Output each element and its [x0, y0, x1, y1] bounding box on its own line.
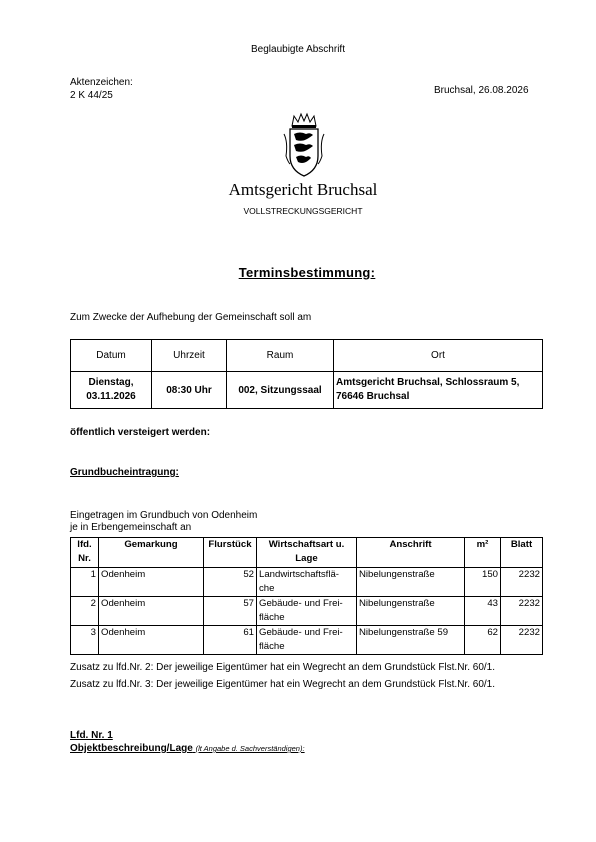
row-blatt: 2232	[501, 597, 543, 626]
row-anschrift: Nibelungenstraße	[357, 568, 465, 597]
row-art-line-1: Gebäude- und Frei-	[259, 627, 343, 638]
appointment-table	[70, 339, 543, 409]
parcels-header-row	[71, 538, 543, 568]
date-value: 03.11.2026	[86, 391, 136, 402]
registry-line-2: je in Erbengemeinschaft an	[70, 522, 192, 533]
court-division: VOLLSTRECKUNGSGERICHT	[243, 206, 363, 216]
row-flaeche: 43	[465, 597, 501, 626]
file-label: Aktenzeichen:	[70, 77, 133, 88]
row-wirtschaftsart	[257, 626, 357, 655]
row-flurstueck: 52	[204, 568, 257, 597]
row-anschrift: Nibelungenstraße	[357, 597, 465, 626]
intro-text: Zum Zwecke der Aufhebung der Gemeinschaft soll am	[70, 312, 312, 323]
table-row	[71, 626, 543, 655]
row-blatt: 2232	[501, 568, 543, 597]
header-blatt: Blatt	[501, 538, 543, 568]
row-gemarkung: Odenheim	[99, 568, 204, 597]
row-art-line-2: che	[259, 583, 275, 594]
row-flaeche: 150	[465, 568, 501, 597]
note-2: Zusatz zu lfd.Nr. 3: Der jeweilige Eigentümer hat ein Wegrecht an dem Grundstück Flst.Nr. 60/1.	[70, 679, 496, 690]
note-1: Zusatz zu lfd.Nr. 2: Der jeweilige Eigentümer hat ein Wegrecht an dem Grundstück Flst.Nr. 60/1.	[70, 662, 496, 673]
table-row	[71, 597, 543, 626]
header-nr-line-2: Nr.	[78, 553, 91, 564]
registry-text	[70, 510, 257, 534]
header-flurstueck: Flurstück	[204, 538, 257, 568]
coat-of-arms-icon	[282, 112, 326, 178]
header-wirtschaftsart	[257, 538, 357, 568]
header-nr	[71, 538, 99, 568]
row-art-line-2: fläche	[259, 612, 285, 623]
header-art-line-1: Wirtschaftsart u.	[268, 539, 345, 550]
place-line-1: Amtsgericht Bruchsal, Schlossraum 5,	[336, 377, 520, 388]
auction-text: öffentlich versteigert werden:	[70, 427, 211, 438]
notes	[70, 659, 495, 693]
row-art-line-1: Landwirtschaftsflä-	[259, 569, 339, 580]
row-flaeche: 62	[465, 626, 501, 655]
object-heading: Objektbeschreibung/Lage	[70, 743, 193, 754]
row-nr: 2	[71, 597, 99, 626]
object-heading-line	[70, 743, 305, 754]
header-anschrift: Anschrift	[357, 538, 465, 568]
row-art-line-1: Gebäude- und Frei-	[259, 598, 343, 609]
header-datum: Datum	[71, 340, 152, 372]
header-uhrzeit: Uhrzeit	[152, 340, 227, 372]
row-nr: 3	[71, 626, 99, 655]
table-row	[71, 568, 543, 597]
object-note: (lt Angabe d. Sachverständigen):	[195, 744, 305, 753]
row-nr: 1	[71, 568, 99, 597]
place-date: Bruchsal, 26.08.2026	[434, 85, 529, 96]
date-weekday: Dienstag,	[88, 377, 134, 388]
header-ort: Ort	[334, 340, 543, 372]
file-reference	[70, 76, 133, 102]
row-gemarkung: Odenheim	[99, 626, 204, 655]
row-art-line-2: fläche	[259, 641, 285, 652]
row-flurstueck: 61	[204, 626, 257, 655]
appointment-place	[334, 372, 543, 409]
file-number: 2 K 44/25	[70, 90, 113, 101]
appointment-row	[71, 372, 543, 409]
row-gemarkung: Odenheim	[99, 597, 204, 626]
header-nr-line-1: lfd.	[77, 539, 92, 550]
item-heading: Lfd. Nr. 1	[70, 730, 113, 741]
appointment-time: 08:30 Uhr	[152, 372, 227, 409]
header-raum: Raum	[227, 340, 334, 372]
copy-label: Beglaubigte Abschrift	[251, 44, 345, 55]
header-flaeche: m²	[465, 538, 501, 568]
land-registry-heading: Grundbucheintragung:	[70, 467, 179, 478]
appointment-date	[71, 372, 152, 409]
registry-line-1: Eingetragen im Grundbuch von Odenheim	[70, 510, 258, 521]
document-title: Terminsbestimmung:	[238, 265, 376, 280]
court-name: Amtsgericht Bruchsal	[228, 180, 378, 199]
row-wirtschaftsart	[257, 597, 357, 626]
header-gemarkung: Gemarkung	[99, 538, 204, 568]
parcels-table	[70, 537, 543, 655]
row-anschrift: Nibelungenstraße 59	[357, 626, 465, 655]
row-blatt: 2232	[501, 626, 543, 655]
row-flurstueck: 57	[204, 597, 257, 626]
place-line-2: 76646 Bruchsal	[336, 391, 410, 402]
header-art-line-2: Lage	[295, 553, 318, 564]
appointment-header-row	[71, 340, 543, 372]
row-wirtschaftsart	[257, 568, 357, 597]
appointment-room: 002, Sitzungssaal	[227, 372, 334, 409]
